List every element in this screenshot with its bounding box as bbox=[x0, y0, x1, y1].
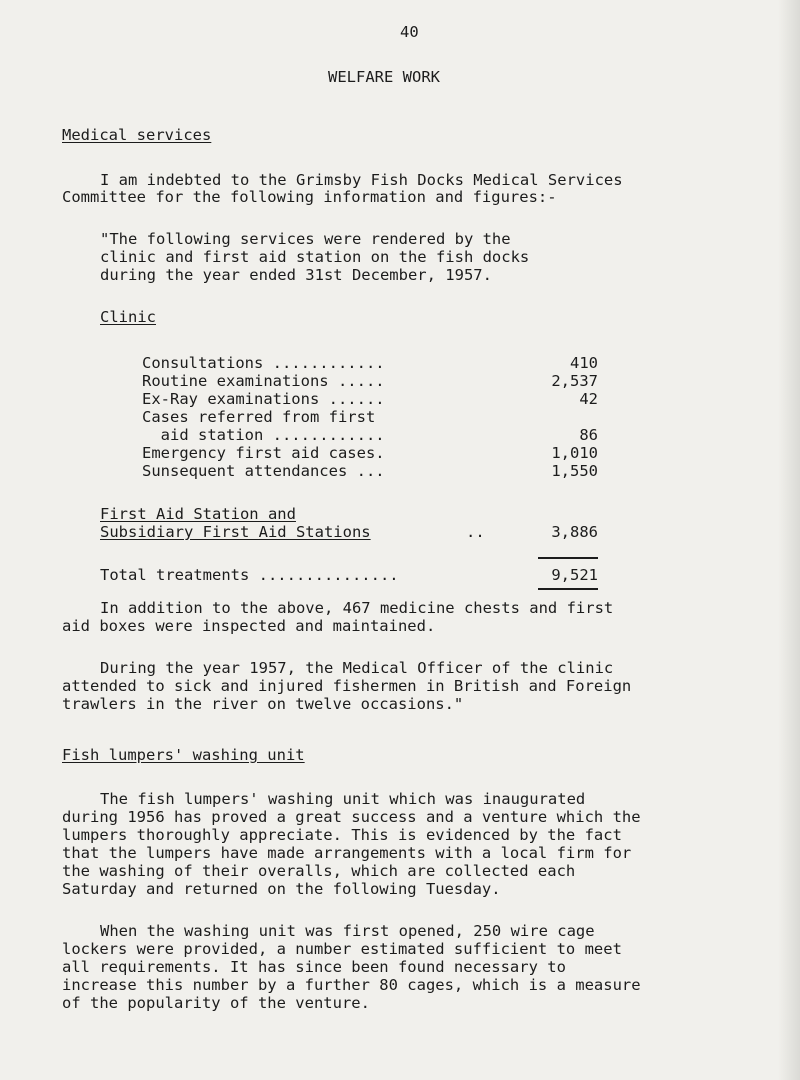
row-value: 42 bbox=[579, 390, 598, 408]
text-line: of the popularity of the venture. bbox=[62, 994, 370, 1012]
row-label: Emergency first aid cases. bbox=[142, 444, 385, 462]
text-line: Committee for the following information and figures:- bbox=[62, 188, 557, 206]
row-label: Routine examinations ..... bbox=[142, 372, 385, 390]
row-value: 86 bbox=[579, 426, 598, 444]
text-line: during 1956 has proved a great success and a venture which the bbox=[62, 808, 641, 826]
section-heading-medical-services: Medical services bbox=[62, 126, 212, 144]
text-line: that the lumpers have made arrangements with a local firm for bbox=[62, 844, 632, 862]
row-label: aid station ............ bbox=[142, 426, 385, 444]
first-aid-label-line2: Subsidiary First Aid Stations bbox=[100, 523, 371, 541]
total-label: Total treatments ............... bbox=[100, 566, 399, 584]
row-label: Consultations ............ bbox=[142, 354, 385, 372]
text-line: clinic and first aid station on the fish docks bbox=[100, 248, 530, 266]
text-line: aid boxes were inspected and maintained. bbox=[62, 617, 436, 635]
row-value: 1,010 bbox=[551, 444, 598, 462]
text-line: increase this number by a further 80 cages, which is a measure bbox=[62, 976, 641, 994]
row-label: Sunsequent attendances ... bbox=[142, 462, 385, 480]
text-line: trawlers in the river on twelve occasions." bbox=[62, 695, 464, 713]
text-line: during the year ended 31st December, 1957. bbox=[100, 266, 492, 284]
clinic-heading: Clinic bbox=[100, 308, 156, 326]
row-label: Ex-Ray examinations ...... bbox=[142, 390, 385, 408]
total-value: 9,521 bbox=[551, 566, 598, 584]
text-line: When the washing unit was first opened, 250 wire cage bbox=[100, 922, 595, 940]
page-edge-shadow bbox=[778, 0, 800, 1080]
text-line: the washing of their overalls, which are collected each bbox=[62, 862, 576, 880]
first-aid-leader-dots: .. bbox=[466, 523, 485, 541]
text-line: "The following services were rendered by the bbox=[100, 230, 511, 248]
page-number: 40 bbox=[400, 23, 419, 41]
row-value: 410 bbox=[570, 354, 598, 372]
first-aid-value: 3,886 bbox=[551, 523, 598, 541]
text-line: lumpers thoroughly appreciate. This is evidenced by the fact bbox=[62, 826, 622, 844]
total-rule-top bbox=[538, 557, 598, 559]
text-line: The fish lumpers' washing unit which was inaugurated bbox=[100, 790, 586, 808]
text-line: lockers were provided, a number estimated sufficient to meet bbox=[62, 940, 622, 958]
text-line: Saturday and returned on the following Tuesday. bbox=[62, 880, 501, 898]
row-value: 2,537 bbox=[551, 372, 598, 390]
text-line: all requirements. It has since been found necessary to bbox=[62, 958, 566, 976]
text-line: During the year 1957, the Medical Officer of the clinic bbox=[100, 659, 614, 677]
section-heading-lumpers: Fish lumpers' washing unit bbox=[62, 746, 305, 764]
row-label: Cases referred from first bbox=[142, 408, 376, 426]
total-rule-bottom bbox=[538, 588, 598, 590]
text-line: In addition to the above, 467 medicine chests and first bbox=[100, 599, 614, 617]
text-line: I am indebted to the Grimsby Fish Docks Medical Services bbox=[100, 171, 623, 189]
text-line: attended to sick and injured fishermen in British and Foreign bbox=[62, 677, 632, 695]
row-value: 1,550 bbox=[551, 462, 598, 480]
first-aid-label-line1: First Aid Station and bbox=[100, 505, 296, 523]
page-title: WELFARE WORK bbox=[328, 68, 440, 86]
